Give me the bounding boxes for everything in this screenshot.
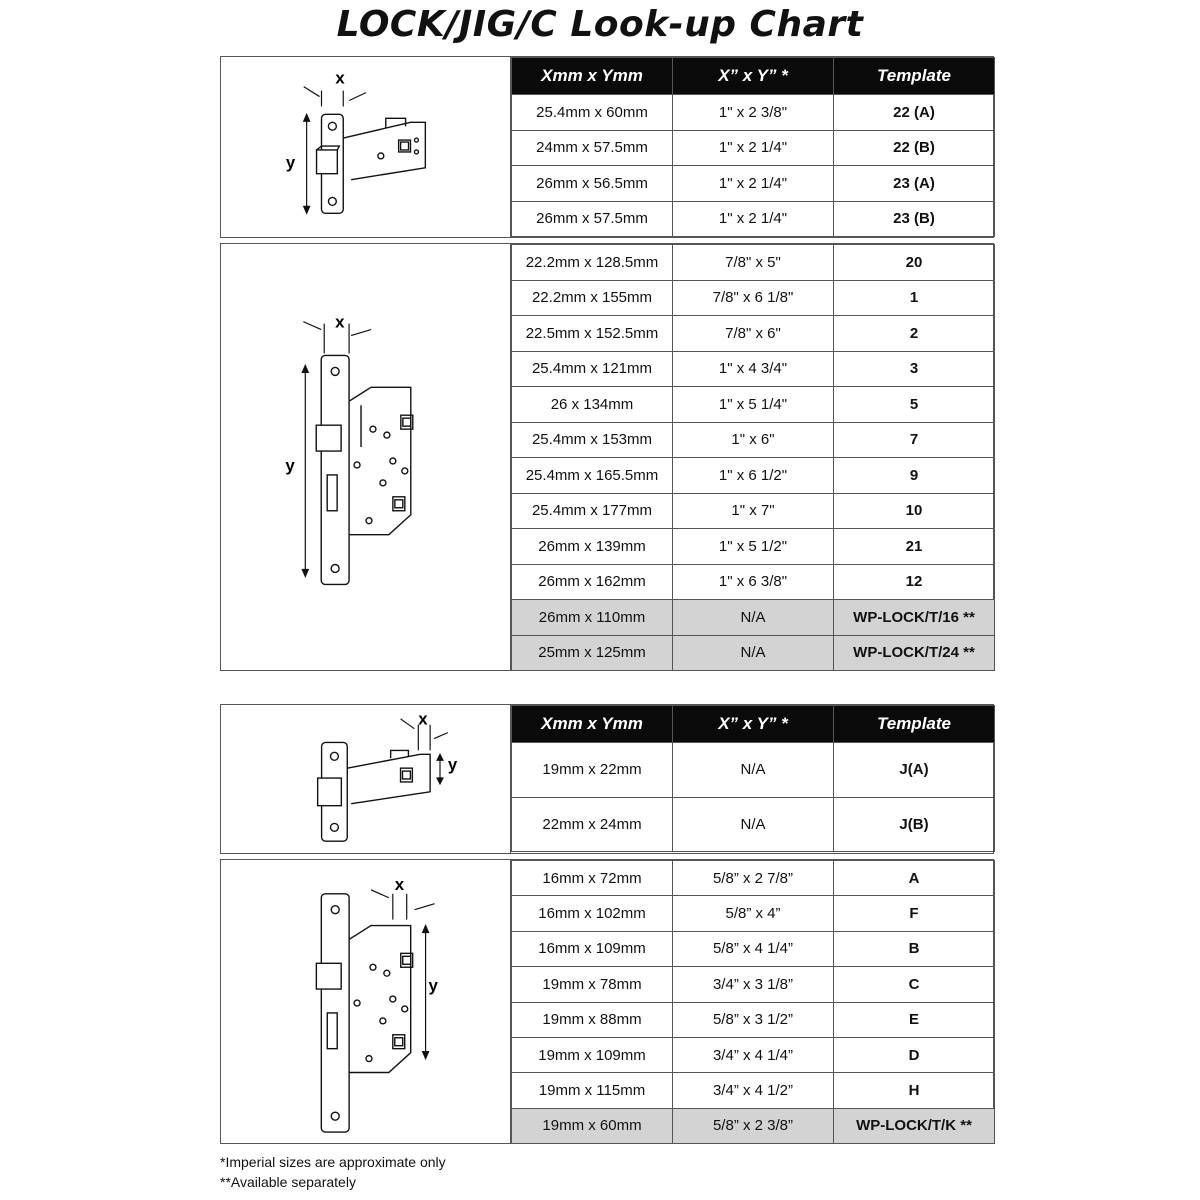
cell-template: J(A) bbox=[834, 743, 995, 798]
table-row bbox=[512, 861, 995, 896]
table-row bbox=[512, 130, 995, 166]
cell-template: WP-LOCK/T/24 ** bbox=[834, 635, 995, 671]
cell-inch: 5/8” x 2 7/8” bbox=[673, 861, 834, 896]
small-latch-illustration bbox=[221, 705, 511, 853]
cell-inch: 5/8” x 2 3/8” bbox=[673, 1108, 834, 1143]
cell-mm: 19mm x 60mm bbox=[512, 1108, 673, 1143]
page-title: LOCK/JIG/C Look-up Chart bbox=[336, 4, 864, 45]
cell-template: 23 (A) bbox=[834, 166, 995, 202]
lookup-table-2 bbox=[511, 244, 995, 671]
cell-mm: 26mm x 56.5mm bbox=[512, 166, 673, 202]
cell-template: WP-LOCK/T/K ** bbox=[834, 1108, 995, 1143]
cell-inch: 5/8” x 4” bbox=[673, 896, 834, 931]
latch-diagram bbox=[221, 57, 511, 237]
cell-inch: 1" x 4 3/4" bbox=[673, 351, 834, 387]
column-header-template: Template bbox=[834, 58, 995, 95]
x-dimension-label: x bbox=[335, 312, 345, 332]
footnote-available: **Available separately bbox=[220, 1174, 356, 1190]
table-row bbox=[512, 931, 995, 966]
cell-template: 1 bbox=[834, 280, 995, 316]
cell-mm: 19mm x 78mm bbox=[512, 967, 673, 1002]
x-dimension-label: x bbox=[394, 874, 405, 894]
table-row bbox=[512, 1108, 995, 1143]
table-row bbox=[512, 422, 995, 458]
y-dimension-label: y bbox=[447, 755, 458, 775]
cell-inch: 7/8" x 5" bbox=[673, 245, 834, 281]
lookup-table-1 bbox=[511, 57, 995, 237]
cell-inch: 1" x 2 1/4" bbox=[673, 166, 834, 202]
cell-template: 5 bbox=[834, 387, 995, 423]
cell-inch: 1" x 6" bbox=[673, 422, 834, 458]
cell-inch: 3/4” x 3 1/8” bbox=[673, 967, 834, 1002]
lookup-table-3 bbox=[511, 705, 995, 852]
block-tubular-latch bbox=[220, 56, 994, 238]
mortice-lock-illustration bbox=[221, 244, 511, 670]
small-mortice-illustration bbox=[221, 860, 511, 1143]
cell-mm: 26mm x 57.5mm bbox=[512, 201, 673, 237]
cell-mm: 22.5mm x 152.5mm bbox=[512, 316, 673, 352]
table-row bbox=[512, 458, 995, 494]
cell-inch: 1" x 5 1/2" bbox=[673, 529, 834, 565]
cell-mm: 19mm x 88mm bbox=[512, 1002, 673, 1037]
cell-mm: 19mm x 109mm bbox=[512, 1037, 673, 1072]
cell-template: 22 (B) bbox=[834, 130, 995, 166]
table-row bbox=[512, 166, 995, 202]
block-small-latch bbox=[220, 704, 994, 854]
table-row bbox=[512, 564, 995, 600]
cell-template: 22 (A) bbox=[834, 95, 995, 131]
x-dimension-label: x bbox=[418, 709, 428, 729]
small-mortice-diagram bbox=[221, 860, 511, 1143]
cell-template: J(B) bbox=[834, 797, 995, 852]
cell-inch: N/A bbox=[673, 743, 834, 798]
cell-mm: 16mm x 109mm bbox=[512, 931, 673, 966]
table-row bbox=[512, 967, 995, 1002]
cell-mm: 25.4mm x 60mm bbox=[512, 95, 673, 131]
table-row bbox=[512, 743, 995, 798]
cell-inch: 1" x 6 3/8" bbox=[673, 564, 834, 600]
cell-mm: 19mm x 115mm bbox=[512, 1073, 673, 1108]
footnote-imperial: *Imperial sizes are approximate only bbox=[220, 1154, 446, 1170]
x-dimension-label: x bbox=[335, 68, 345, 88]
cell-mm: 25mm x 125mm bbox=[512, 635, 673, 671]
cell-inch: 1" x 2 1/4" bbox=[673, 130, 834, 166]
cell-mm: 16mm x 102mm bbox=[512, 896, 673, 931]
cell-inch: 1" x 6 1/2" bbox=[673, 458, 834, 494]
cell-template: 23 (B) bbox=[834, 201, 995, 237]
cell-mm: 25.4mm x 177mm bbox=[512, 493, 673, 529]
cell-template: E bbox=[834, 1002, 995, 1037]
cell-inch: 5/8” x 4 1/4” bbox=[673, 931, 834, 966]
cell-mm: 19mm x 22mm bbox=[512, 743, 673, 798]
cell-template: WP-LOCK/T/16 ** bbox=[834, 600, 995, 636]
cell-mm: 25.4mm x 121mm bbox=[512, 351, 673, 387]
cell-template: 20 bbox=[834, 245, 995, 281]
cell-inch: 3/4” x 4 1/4” bbox=[673, 1037, 834, 1072]
cell-template: 10 bbox=[834, 493, 995, 529]
cell-template: A bbox=[834, 861, 995, 896]
cell-mm: 24mm x 57.5mm bbox=[512, 130, 673, 166]
cell-template: H bbox=[834, 1073, 995, 1108]
cell-template: 3 bbox=[834, 351, 995, 387]
cell-template: F bbox=[834, 896, 995, 931]
cell-template: C bbox=[834, 967, 995, 1002]
y-dimension-label: y bbox=[285, 152, 296, 172]
cell-inch: 1" x 7" bbox=[673, 493, 834, 529]
column-header-template: Template bbox=[834, 706, 995, 743]
column-header-inch: X” x Y” * bbox=[673, 706, 834, 743]
tubular-latch-illustration bbox=[221, 57, 511, 237]
column-header-mm: Xmm x Ymm bbox=[512, 58, 673, 95]
cell-template: 2 bbox=[834, 316, 995, 352]
cell-template: 12 bbox=[834, 564, 995, 600]
block-small-mortice bbox=[220, 859, 994, 1144]
column-header-mm: Xmm x Ymm bbox=[512, 706, 673, 743]
mortice-diagram bbox=[221, 244, 511, 670]
lookup-table-4 bbox=[511, 860, 995, 1144]
cell-template: B bbox=[834, 931, 995, 966]
cell-template: D bbox=[834, 1037, 995, 1072]
cell-inch: 1" x 5 1/4" bbox=[673, 387, 834, 423]
table-row bbox=[512, 95, 995, 131]
cell-inch: 5/8” x 3 1/2” bbox=[673, 1002, 834, 1037]
table-row bbox=[512, 351, 995, 387]
table-row bbox=[512, 797, 995, 852]
cell-mm: 22.2mm x 155mm bbox=[512, 280, 673, 316]
cell-inch: N/A bbox=[673, 635, 834, 671]
table-row bbox=[512, 245, 995, 281]
y-dimension-label: y bbox=[428, 976, 438, 996]
table-row bbox=[512, 1073, 995, 1108]
cell-mm: 26mm x 162mm bbox=[512, 564, 673, 600]
table-row bbox=[512, 1037, 995, 1072]
block-mortice-lock bbox=[220, 243, 994, 671]
cell-mm: 25.4mm x 165.5mm bbox=[512, 458, 673, 494]
table-row bbox=[512, 280, 995, 316]
y-dimension-label: y bbox=[285, 455, 295, 475]
table-row bbox=[512, 316, 995, 352]
table-row bbox=[512, 600, 995, 636]
cell-inch: 3/4” x 4 1/2” bbox=[673, 1073, 834, 1108]
table-row bbox=[512, 529, 995, 565]
table-row bbox=[512, 387, 995, 423]
cell-inch: 1" x 2 1/4" bbox=[673, 201, 834, 237]
cell-inch: 7/8" x 6 1/8" bbox=[673, 280, 834, 316]
cell-mm: 22mm x 24mm bbox=[512, 797, 673, 852]
table-row bbox=[512, 635, 995, 671]
cell-inch: 1" x 2 3/8" bbox=[673, 95, 834, 131]
table-row bbox=[512, 493, 995, 529]
cell-template: 9 bbox=[834, 458, 995, 494]
cell-template: 7 bbox=[834, 422, 995, 458]
cell-mm: 26mm x 110mm bbox=[512, 600, 673, 636]
cell-mm: 16mm x 72mm bbox=[512, 861, 673, 896]
cell-inch: N/A bbox=[673, 797, 834, 852]
column-header-inch: X” x Y” * bbox=[673, 58, 834, 95]
cell-inch: 7/8" x 6" bbox=[673, 316, 834, 352]
cell-mm: 26 x 134mm bbox=[512, 387, 673, 423]
table-row bbox=[512, 1002, 995, 1037]
cell-mm: 22.2mm x 128.5mm bbox=[512, 245, 673, 281]
cell-inch: N/A bbox=[673, 600, 834, 636]
cell-mm: 25.4mm x 153mm bbox=[512, 422, 673, 458]
table-row bbox=[512, 896, 995, 931]
cell-template: 21 bbox=[834, 529, 995, 565]
table-row bbox=[512, 201, 995, 237]
cell-mm: 26mm x 139mm bbox=[512, 529, 673, 565]
small-latch-diagram bbox=[221, 705, 511, 853]
